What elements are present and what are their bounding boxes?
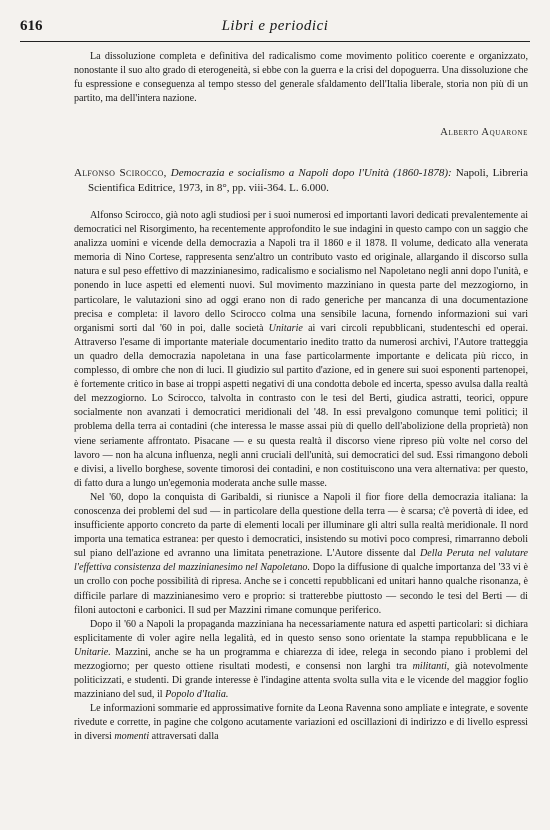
review-body <box>74 209 528 745</box>
text-run: attraversati dalla <box>149 731 219 743</box>
review-paragraph-1 <box>74 209 528 491</box>
italic-run: Popolo d'Italia. <box>165 689 229 701</box>
header-rule <box>20 41 530 42</box>
text-run: ai vari circoli repubblicani, studenteschi ed operai. Attraverso l'esame di importante materiale documentario inedito tratto da numerosi archivi, l'Autore tratteggia un quadro della democrazia napoletana in una fase particolarmente importante e delicata più ricco, in complesso, di ombre che non di luci. Il giudizio sul partito d'azione, ed in genere sui suoi esponenti partenopei, è fortemente critico in base ai troppi aspetti negativi di una condotta debole ed incerta, spesso avulsa dalla realtà del mezzogiorno. Lo Scirocco, talvolta in contrasto con le tesi del Berti, giudica astratti, teorici, oppure socialmente non avanzati i democratici meridionali del '48. In essi prevalgono comunque temi politici; il problema della terra ai contadini (che interessa le masse assai più di quello dell'abolizione della proprietà) non viene seriamente affrontato. Pisacane — e su questa realtà il discorso viene ripreso più volte nel corso del lavoro — non ha alcuna influenza, negli anni cruciali dell'unità, sui democratici del sud. Essi rimangono deboli e divisi, a livello borghese, sovente timorosi dei contadini, e non costituiscono una vera alternativa: per questo, di fatto dura a lungo un'egemonia moderata anche sulle masse. <box>74 322 528 489</box>
book-publication: Napoli, Libreria Scientifica Editrice, 1973, in 8°, pp. viii-364. L. 6.000. <box>88 167 528 194</box>
book-author: Alfonso Scirocco, <box>74 167 167 179</box>
text-run: Dopo la diffusione di qualche importanza del '33 vi è un crollo con poche possibilità di ripresa. Anche se i concetti repubblicani ed unitari hanno qualche risonanza, è difficile parlare di mazzinianesimo vero e proprio: si tratterebbe piuttosto — secondo le tesi del Berti — di filoni autoctoni e carbonici. Il sud per Mazzini rimane comunque periferico. <box>74 562 528 616</box>
text-run: Dopo il '60 a Napoli la propaganda mazziniana ha necessariamente natura ed aspetti particolari: si dichiara esplicitamente di voler agire nella legalità, ed in questo senso sono orientate la stampa repubblicana e le <box>74 618 528 644</box>
reviewer-signature: Alberto Aquarone <box>440 127 528 138</box>
italic-run: Della Peruta nel valutare l'effettiva consistenza del mazzinianesimo nel Napoletano. <box>74 548 528 574</box>
text-run: Le informazioni sommarie ed approssimative fornite da Leona Ravenna sono ampliate e integrate, e sovente rivedute e corrette, in pagine che colgono acutamente variazioni ed oscillazioni di indirizzo e di livello espressi in diversi <box>74 703 528 743</box>
page-number: 616 <box>20 18 43 34</box>
text-run: Mazzini, anche se ha un programma e chiarezza di idee, relega in secondo piano i problemi del mezzogiorno; per questo ottiene risultati modesti, e consensi non larghi tra <box>74 646 528 672</box>
bibliographic-entry <box>74 166 528 195</box>
italic-run: Unitarie. <box>74 646 111 658</box>
italic-run: militanti, <box>412 661 450 672</box>
italic-run: Unitarie <box>268 322 303 334</box>
italic-run: momenti <box>114 731 150 743</box>
running-head <box>20 18 530 38</box>
text-run: già notevolmente politicizzati, e studenti. Di grande interesse è l'indagine attenta svolta sulla vita e le vicende del maggior foglio mazziniano del sud, il <box>74 661 528 701</box>
book-title: Democrazia e socialismo a Napoli dopo l'Unità (1860-1878): <box>170 167 452 179</box>
text-run: Nel '60, dopo la conquista di Garibaldi, si riunisce a Napoli il fior fiore della democrazia italiana: la conoscenza dei problemi del sud — in particolare della questione della terra — è scarsa; c'è povertà di idee, ed insufficiente apporto concreto da parte di elementi locali per illuminare gli altri sulla realtà meridionale. Il nord importa una tematica estranea: per questo i democratici, insistendo su motivi poco compresi, rimarranno deboli sul piano dell'azione ed avranno una limitata penetrazione. L'Autore dissente dal <box>74 491 528 560</box>
review-paragraph-4 <box>74 702 528 744</box>
text-run: Alfonso Scirocco, già noto agli studiosi per i suoi numerosi ed importanti lavori dedicati prevalentemente ai democratici nel Risorgimento, ha recentemente approfondito le sue indagini in questo campo con un saggio che analizza uomini e vicende della democrazia a Napoli tra il 1860 e il 1878. Il volume, dedicato alla venerata memoria di Nino Cortese, rappresenta senz'altro un contributo vasto ed originale, allargando il discorso sulla natura e sul peso effettivo di mazzinianesimo, radicalismo e socialismo nel Napoletano negli anni dopo l'unità, e ponendo in luce aspetti ed elementi nuovi. Sul movimento mazziniano in questa parte del mezzogiorno, in particolare, le valutazioni sino ad oggi erano non di rado generiche per mancanza di una documentazione precisa e completa: il lavoro dello Scirocco colma una sensibile lacuna, fornendo informazioni sui vari organismi sorti dal '60 in poi, dalle società <box>74 210 528 334</box>
review-paragraph-3 <box>74 618 528 703</box>
previous-review-ending: La dissoluzione completa e definitiva del radicalismo come movimento politico coerente e organizzato, nonostante il suo alto grado di eterogeneità, si ebbe con la guerra e la crisi del dopoguerra. Una dissoluzione che fu espressione e conseguenza al tempo stesso del generale sfaldamento dell'Italia liberale, storia non più di un partito, ma dell'intera nazione. <box>74 51 528 105</box>
running-title: Libri e periodici <box>221 18 329 34</box>
review-paragraph-2 <box>74 491 528 618</box>
